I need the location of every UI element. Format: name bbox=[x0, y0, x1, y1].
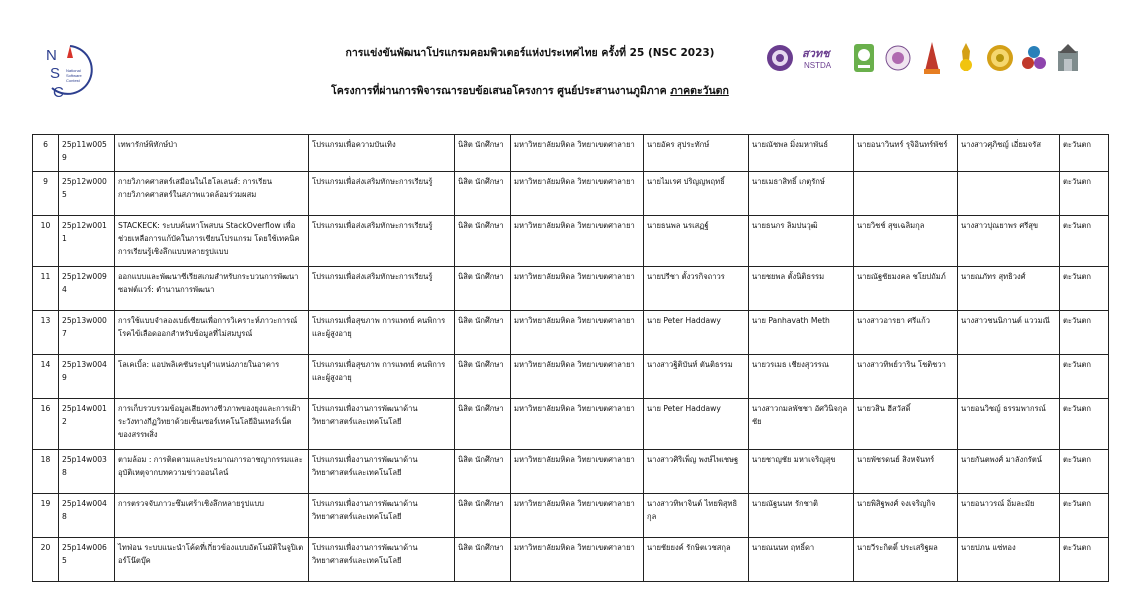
project-category: โปรแกรมเพื่องานการพัฒนาด้านวิทยาศาสตร์และเทคโนโลยี bbox=[309, 494, 455, 538]
project-category: โปรแกรมเพื่อสุขภาพ การแพทย์ คนพิการ และผู้สูงอายุ bbox=[309, 311, 455, 355]
region-name: ตะวันตก bbox=[1060, 450, 1109, 494]
developer-3: นายพิสิฐพงศ์ จงเจริญกิจ bbox=[854, 494, 958, 538]
project-title: STACKECK: ระบบค้นหาโพสบน StackOverflow เพื่อช่วยเหลือการแก้บัคในการเขียนโปรแกรม โดยใช้เทคนิคการเรียนรู้เชิงลึกแบบหลายรูปแบบ bbox=[115, 216, 309, 267]
project-category: โปรแกรมเพื่องานการพัฒนาด้านวิทยาศาสตร์และเทคโนโลยี bbox=[309, 538, 455, 582]
institute-name: มหาวิทยาลัยมหิดล วิทยาเขตศาลายา bbox=[511, 311, 644, 355]
sponsor-logos bbox=[766, 38, 1082, 78]
developer-3: นางสาวอารยา ศรีแก้ว bbox=[854, 311, 958, 355]
advisor-name: นางสาวศุภิชญ์ เอี่ยมจรัส bbox=[958, 135, 1060, 172]
row-number: 18 bbox=[33, 450, 59, 494]
project-code: 25p14w0065 bbox=[59, 538, 115, 582]
developer-2: นายวรเมธ เชียงสุวรรณ bbox=[749, 355, 854, 399]
project-category: โปรแกรมเพื่อความบันเทิง bbox=[309, 135, 455, 172]
row-number: 9 bbox=[33, 172, 59, 216]
advisor-name: นายอนวิชญ์ ธรรมพากรณ์ bbox=[958, 399, 1060, 450]
developer-1: นางสาวฐิติบันท์ ตันติธรรม bbox=[644, 355, 749, 399]
project-title: โลเคเบิ้ล: แอปพลิเคชันระบุตำแหน่งภายในอาคาร bbox=[115, 355, 309, 399]
developer-2: นายณนนท ฤทธิ์ดา bbox=[749, 538, 854, 582]
advisor-name bbox=[958, 172, 1060, 216]
row-number: 14 bbox=[33, 355, 59, 399]
svg-text:สวทช: สวทช bbox=[802, 48, 830, 60]
institute-name: มหาวิทยาลัยมหิดล วิทยาเขตศาลายา bbox=[511, 538, 644, 582]
region-name: ตะวันตก bbox=[1060, 538, 1109, 582]
gold-seal-logo bbox=[986, 40, 1014, 76]
project-code: 25p12w0011 bbox=[59, 216, 115, 267]
developer-2: นายเมธาสิทธิ์ เกตุรักษ์ bbox=[749, 172, 854, 216]
subtitle-prefix: โครงการที่ผ่านการพิจารณารอบข้อเสนอโครงการ ศูนย์ประสานงานภูมิภาค bbox=[331, 85, 667, 97]
table-row bbox=[33, 172, 1109, 216]
subtitle-region: ภาคตะวันตก bbox=[670, 85, 729, 97]
region-name: ตะวันตก bbox=[1060, 267, 1109, 311]
institute-name: มหาวิทยาลัยมหิดล วิทยาเขตศาลายา bbox=[511, 267, 644, 311]
developer-2: นาย Panhavath Meth bbox=[749, 311, 854, 355]
region-name: ตะวันตก bbox=[1060, 135, 1109, 172]
developer-2: นางสาวกมลพัชชา อัศวินิจกุลชัย bbox=[749, 399, 854, 450]
green-badge-logo bbox=[850, 40, 878, 76]
developer-1: นาย Peter Haddawy bbox=[644, 399, 749, 450]
education-level: นิสิต นักศึกษา bbox=[455, 399, 511, 450]
project-title: การเก็บรวบรวมข้อมูลเสียงทางชีวภาพของยุงและการเฝ้าระวังทางกีฏวิทยาด้วยเซ็นเซอร์เทคโนโลยีอินเทอร์เน็ตของสรรพสิ่ง bbox=[115, 399, 309, 450]
developer-3: นายวิชช์ สุขเฉลิมกุล bbox=[854, 216, 958, 267]
developer-1: นางสาวศิริเพ็ญ พงษ์ไพเชษฐ bbox=[644, 450, 749, 494]
institute-name: มหาวิทยาลัยมหิดล วิทยาเขตศาลายา bbox=[511, 355, 644, 399]
document-title: การแข่งขันพัฒนาโปรแกรมคอมพิวเตอร์แห่งประเทศไทย ครั้งที่ 25 (NSC 2023) bbox=[345, 47, 715, 59]
project-code: 25p14w0048 bbox=[59, 494, 115, 538]
table-row bbox=[33, 355, 1109, 399]
svg-text:NSTDA: NSTDA bbox=[804, 61, 832, 70]
developer-1: นายธนพล นรเสฏฐ์ bbox=[644, 216, 749, 267]
developer-3: นางสาวทิพย์วาริน โชติชวา bbox=[854, 355, 958, 399]
row-number: 10 bbox=[33, 216, 59, 267]
table-row bbox=[33, 494, 1109, 538]
project-category: โปรแกรมเพื่อส่งเสริมทักษะการเรียนรู้ bbox=[309, 216, 455, 267]
institute-name: มหาวิทยาลัยมหิดล วิทยาเขตศาลายา bbox=[511, 216, 644, 267]
nstda-logo bbox=[800, 40, 844, 76]
table-row bbox=[33, 135, 1109, 172]
row-number: 20 bbox=[33, 538, 59, 582]
developer-2: นายชยพล ตั้งนิติธรรม bbox=[749, 267, 854, 311]
developer-2: นายณัฐนนท รักชาติ bbox=[749, 494, 854, 538]
row-number: 19 bbox=[33, 494, 59, 538]
project-code: 25p14w0038 bbox=[59, 450, 115, 494]
advisor-name: นายปภน แซ่ทอง bbox=[958, 538, 1060, 582]
education-level: นิสิต นักศึกษา bbox=[455, 355, 511, 399]
region-name: ตะวันตก bbox=[1060, 399, 1109, 450]
education-level: นิสิต นักศึกษา bbox=[455, 538, 511, 582]
seal-logo-1 bbox=[766, 40, 794, 76]
education-level: นิสิต นักศึกษา bbox=[455, 216, 511, 267]
developer-3 bbox=[854, 172, 958, 216]
education-level: นิสิต นักศึกษา bbox=[455, 267, 511, 311]
project-code: 25p13w0007 bbox=[59, 311, 115, 355]
advisor-name: นายกันตพงศ์ มาลังกรัตน์ bbox=[958, 450, 1060, 494]
developer-3: นายวสิน ฮีสวัสดิ์ bbox=[854, 399, 958, 450]
project-category: โปรแกรมเพื่อส่งเสริมทักษะการเรียนรู้ bbox=[309, 267, 455, 311]
svg-text:N: N bbox=[46, 47, 57, 64]
table-row bbox=[33, 267, 1109, 311]
developer-1: นายไมเรศ ปริญญพฤทธิ์ bbox=[644, 172, 749, 216]
project-code: 25p14w0012 bbox=[59, 399, 115, 450]
project-code: 25p13w0049 bbox=[59, 355, 115, 399]
project-code: 25p12w0005 bbox=[59, 172, 115, 216]
table-row bbox=[33, 311, 1109, 355]
project-code: 25p12w0094 bbox=[59, 267, 115, 311]
developer-3: นายณัฐชัยมงคล ชโยปถัมภ์ bbox=[854, 267, 958, 311]
row-number: 16 bbox=[33, 399, 59, 450]
projects-table bbox=[32, 134, 1109, 582]
row-number: 13 bbox=[33, 311, 59, 355]
developer-1: นางสาวทิพาจินต์ ไทยพิสุทธิกุล bbox=[644, 494, 749, 538]
svg-text:National: National bbox=[66, 68, 81, 73]
table-row bbox=[33, 450, 1109, 494]
institute-name: มหาวิทยาลัยมหิดล วิทยาเขตศาลายา bbox=[511, 172, 644, 216]
row-number: 11 bbox=[33, 267, 59, 311]
table-row bbox=[33, 216, 1109, 267]
advisor-name: นายณภัทร สุทธิวงศ์ bbox=[958, 267, 1060, 311]
svg-text:Software: Software bbox=[66, 73, 82, 78]
project-category: โปรแกรมเพื่อส่งเสริมทักษะการเรียนรู้ bbox=[309, 172, 455, 216]
developer-3: นายพัชรดนย์ สิงหจันทร์ bbox=[854, 450, 958, 494]
institute-name: มหาวิทยาลัยมหิดล วิทยาเขตศาลายา bbox=[511, 494, 644, 538]
svg-text:C: C bbox=[53, 84, 64, 101]
developer-1: นาย Peter Haddawy bbox=[644, 311, 749, 355]
row-number: 6 bbox=[33, 135, 59, 172]
region-name: ตะวันตก bbox=[1060, 172, 1109, 216]
institute-name: มหาวิทยาลัยมหิดล วิทยาเขตศาลายา bbox=[511, 450, 644, 494]
project-title: เทพารักษ์พิทักษ์ป่า bbox=[115, 135, 309, 172]
advisor-name: นางสาวชนนิกานต์ แววมณี bbox=[958, 311, 1060, 355]
svg-text:Contest: Contest bbox=[66, 78, 80, 83]
advisor-name bbox=[958, 355, 1060, 399]
developer-1: นายอัคร สุประทักษ์ bbox=[644, 135, 749, 172]
institute-name: มหาวิทยาลัยมหิดล วิทยาเขตศาลายา bbox=[511, 135, 644, 172]
emblem-logo bbox=[1054, 40, 1082, 76]
advisor-name: นายอนาวรณ์ อิ่มละมัย bbox=[958, 494, 1060, 538]
project-title: กายวิภาคศาสตร์เสมือนในไฮโลเลนส์: การเรียนกายวิภาคศาสตร์ในสภาพแวดล้อมร่วมผสม bbox=[115, 172, 309, 216]
seal-logo-2 bbox=[884, 40, 912, 76]
developer-2: นายณัชพล มิ่งมหาพันธ์ bbox=[749, 135, 854, 172]
project-category: โปรแกรมเพื่องานการพัฒนาด้านวิทยาศาสตร์และเทคโนโลยี bbox=[309, 399, 455, 450]
institute-name: มหาวิทยาลัยมหิดล วิทยาเขตศาลายา bbox=[511, 399, 644, 450]
developer-3: นายวีระกิตติ์ ประเสริฐผล bbox=[854, 538, 958, 582]
svg-text:S: S bbox=[50, 65, 61, 82]
region-name: ตะวันตก bbox=[1060, 216, 1109, 267]
project-title: ตามล้อม : การติดตามและประมาณการอาชญากรรมและอุบัติเหตุจากบทความข่าวออนไลน์ bbox=[115, 450, 309, 494]
crest-logo bbox=[952, 40, 980, 76]
project-title: การใช้แบบจำลองเบย์เซียนเพื่อการวิเคราะห์ภาวะการณ์โรคไข้เลือดออกสำหรับข้อมูลที่ไม่สมบูรณ์ bbox=[115, 311, 309, 355]
developer-1: นายชัยยงค์ รักษิตเวชสกุล bbox=[644, 538, 749, 582]
education-level: นิสิต นักศึกษา bbox=[455, 494, 511, 538]
developer-2: นายธนกร ลิมปนวุฒิ bbox=[749, 216, 854, 267]
nsc-logo bbox=[40, 40, 100, 102]
temple-logo bbox=[918, 40, 946, 76]
region-name: ตะวันตก bbox=[1060, 355, 1109, 399]
developer-2: นายชาญชัย มหาเจริญสุข bbox=[749, 450, 854, 494]
project-title: การตรวจจับภาวะซึมเศร้าเชิงลึกหลายรูปแบบ bbox=[115, 494, 309, 538]
project-code: 25p11w0059 bbox=[59, 135, 115, 172]
document-subtitle bbox=[300, 82, 760, 99]
project-title: ไทฟ่อน ระบบแนะนำโค้ดที่เกี่ยวข้องแบบอัตโนมัติในจูปิเตอร์โน๊ตบุ๊ค bbox=[115, 538, 309, 582]
education-level: นิสิต นักศึกษา bbox=[455, 135, 511, 172]
region-name: ตะวันตก bbox=[1060, 494, 1109, 538]
region-name: ตะวันตก bbox=[1060, 311, 1109, 355]
project-category: โปรแกรมเพื่องานการพัฒนาด้านวิทยาศาสตร์และเทคโนโลยี bbox=[309, 450, 455, 494]
table-row bbox=[33, 399, 1109, 450]
education-level: นิสิต นักศึกษา bbox=[455, 172, 511, 216]
education-level: นิสิต นักศึกษา bbox=[455, 450, 511, 494]
advisor-name: นางสาวปุณยาพร ศรีสุข bbox=[958, 216, 1060, 267]
table-row bbox=[33, 538, 1109, 582]
tricolor-logo bbox=[1020, 40, 1048, 76]
education-level: นิสิต นักศึกษา bbox=[455, 311, 511, 355]
developer-1: นายปรีชา ตั้งวรกิจถาวร bbox=[644, 267, 749, 311]
project-title: ออกแบบและพัฒนาซีเรียสเกมสำหรับกระบวนการพัฒนาซอฟต์แวร์: ตำนานการพัฒนา bbox=[115, 267, 309, 311]
developer-3: นายอนาวินทร์ รุจิอินทร์พัชร์ bbox=[854, 135, 958, 172]
project-category: โปรแกรมเพื่อสุขภาพ การแพทย์ คนพิการ และผู้สูงอายุ bbox=[309, 355, 455, 399]
